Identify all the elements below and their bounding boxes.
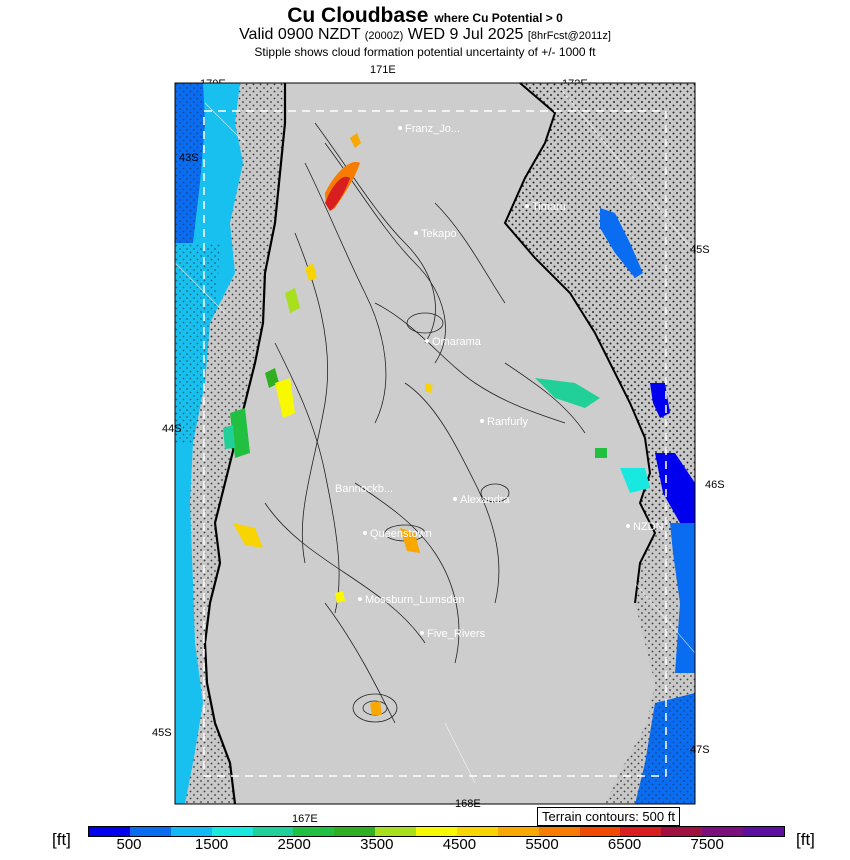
label-167E-bottom: 167E [292, 813, 318, 825]
place-queenstown: Queenstown [370, 528, 432, 540]
place-timaru: Timaru [532, 201, 566, 213]
cloudbase-map [162, 83, 725, 810]
title-subtext: where Cu Potential > 0 [434, 11, 563, 25]
colorbar-swatch [253, 827, 294, 836]
label-46S-right: 46S [705, 479, 725, 491]
colorbar-swatch [171, 827, 212, 836]
colorbar-tick-label: 1500 [194, 836, 229, 853]
colorbar-tick-label: 2500 [277, 836, 311, 853]
colorbar-tick-label: 7500 [690, 836, 724, 853]
label-168E-bottom: 168E [455, 798, 481, 810]
place-ranfurly: Ranfurly [487, 416, 528, 428]
colorbar-swatch [89, 827, 130, 836]
colorbar-swatch [130, 827, 171, 836]
terrain-contours-note: Terrain contours: 500 ft [537, 807, 680, 826]
label-47S-right: 47S [690, 744, 710, 756]
place-tekapo: Tekapo [421, 228, 457, 240]
colorbar-swatch [702, 827, 743, 836]
colorbar-swatch [416, 827, 457, 836]
colorbar-swatch [620, 827, 661, 836]
title-main-text: Cu Cloudbase [287, 4, 429, 27]
valid-fcst: [8hrFcst@2011z] [527, 30, 611, 42]
place-alexandra: Alexandra [460, 494, 510, 506]
label-45S-left: 45S [152, 727, 172, 739]
label-43S-left: 43S [179, 152, 199, 164]
colorbar-tick-label: 500 [116, 836, 142, 853]
colorbar-swatch [539, 827, 580, 836]
colorbar-swatch [743, 827, 784, 836]
place-bannockburn: Bannockb... [335, 483, 394, 495]
colorbar-unit-left: [ft] [52, 830, 71, 849]
colorbar-swatch [457, 827, 498, 836]
colorbar-swatch [375, 827, 416, 836]
valid-prefix: Valid 0900 NZDT [239, 26, 361, 43]
valid-date: WED 9 Jul 2025 [407, 26, 524, 43]
colorbar-tick-label: 5500 [525, 836, 559, 853]
label-44S-left: 44S [162, 423, 182, 435]
valid-time [0, 26, 850, 44]
valid-utc: (2000Z) [364, 30, 404, 42]
label-171E-top: 171E [370, 64, 396, 76]
place-five-rivers: Five_Rivers [427, 628, 486, 640]
colorbar-swatch [334, 827, 375, 836]
place-mossburn-lumsden: Mossburn_Lumsden [365, 594, 465, 606]
stipple-note: Stipple shows cloud formation potential uncertainty of +/- 1000 ft [254, 45, 596, 59]
place-nzdn: NZDN [633, 521, 664, 533]
colorbar-swatch [293, 827, 334, 836]
colorbar-swatch [661, 827, 702, 836]
colorbar-swatch [580, 827, 621, 836]
colorbar-swatch [212, 827, 253, 836]
colorbar-tick-label: 4500 [442, 836, 477, 853]
chart-title [0, 4, 850, 28]
place-omarama: Omarama [432, 336, 481, 348]
colorbar-tick-label: 3500 [360, 836, 394, 853]
colorbar [88, 826, 785, 837]
place-franz-josef: Franz_Jo... [405, 123, 461, 135]
colorbar-tick-label: 6500 [607, 836, 642, 853]
label-45S-right: 45S [690, 244, 710, 256]
colorbar-swatch [498, 827, 539, 836]
colorbar-unit-right: [ft] [796, 830, 815, 849]
